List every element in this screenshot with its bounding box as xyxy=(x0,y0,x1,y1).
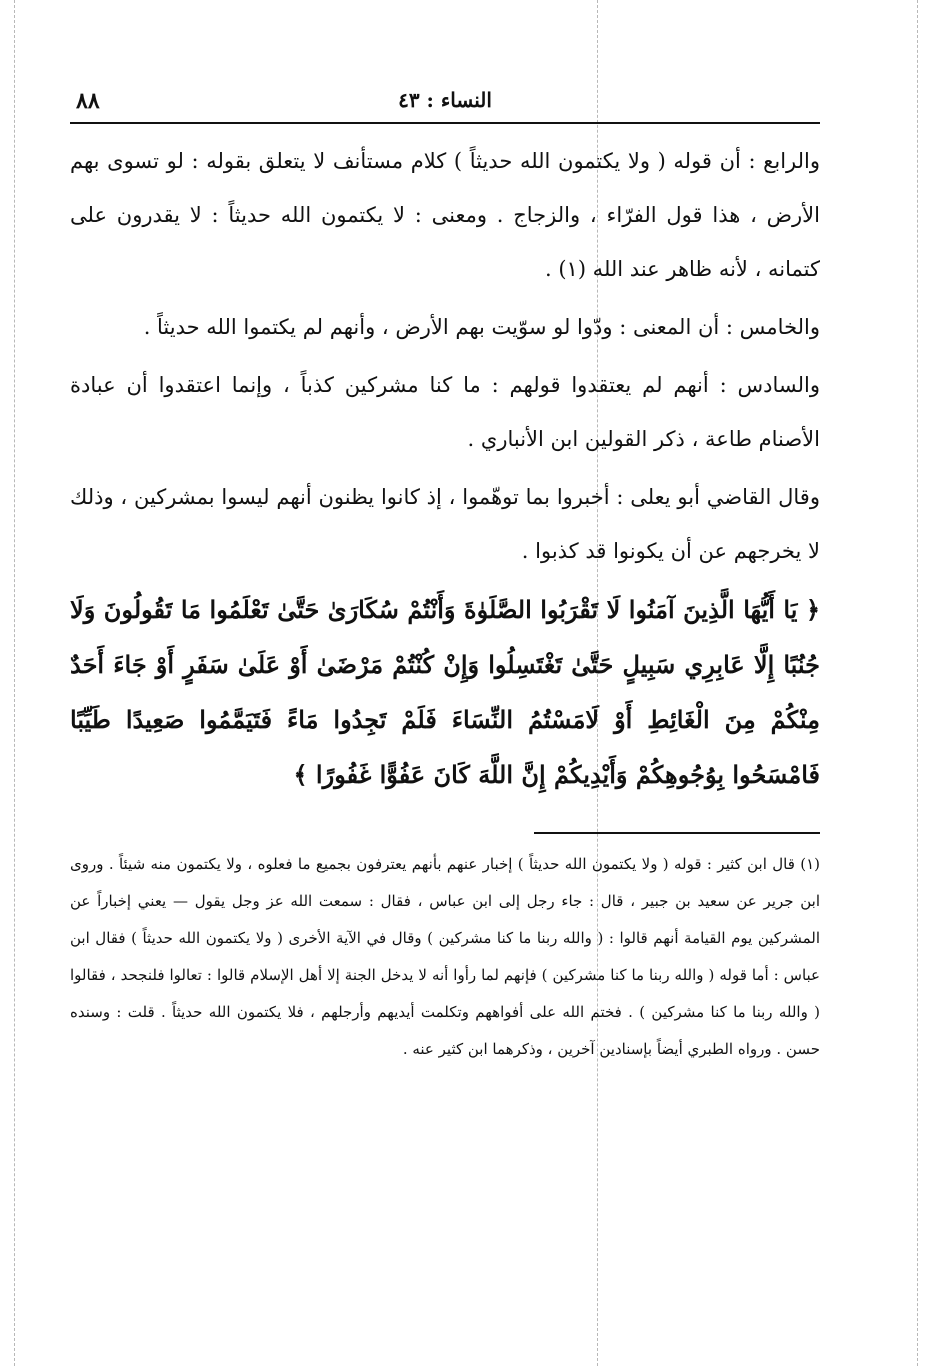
main-text xyxy=(70,134,820,802)
footnote-separator xyxy=(534,832,820,834)
scan-edge-line-right xyxy=(917,0,918,1366)
paragraph-fourth-opinion: والرابع : أن قوله ( ولا يكتمون الله حديثاً ) كلام مستأنف لا يتعلق بقوله : لو تسوى بهم الأرض ، هذا قول الفرّاء ، والزجاج . ومعنى : لا يكتمون الله حديثاً : لا يقدرون على كتمانه ، لأنه ظاهر عند الله (١) . xyxy=(70,149,820,281)
paragraph-fifth-opinion: والخامس : أن المعنى : ودّوا لو سوّيت بهم الأرض ، وأنهم لم يكتموا الله حديثاً . xyxy=(143,315,820,339)
running-head xyxy=(70,80,820,124)
footnote: (١) قال ابن كثير : قوله ( ولا يكتمون الله حديثاً ) إخبار عنهم بأنهم يعترفون بجميع ما فعلوه ، ولا يكتمون منه شيئاً . وروى ابن جرير عن سعيد بن جبير ، قال : جاء رجل إلى ابن عباس ، فقال : سمعت الله عز وجل يقول — يعني إخباراً عن المشركين يوم القيامة أنهم قالوا : ( والله ربنا ما كنا مشركين ) وقال في الآية الأخرى ( ولا يكتمون الله حديثاً ) فقال ابن عباس : أما قوله ( والله ربنا ما كنا مشركين ) فإنهم لما رأوا أنه لا يدخل الجنة إلا أهل الإسلام قالوا : تعالوا فلنجحد ، فقالوا ( والله ربنا ما كنا مشركين ) . فختم الله على أفواههم وتكلمت أيديهم وأرجلهم ، فلا يكتمون الله حديثاً . قلت : وسنده حسن . ورواه الطبري أيضاً بإسنادين آخرين ، وذكرهما ابن كثير عنه . xyxy=(70,855,820,1058)
paragraph-sixth-opinion: والسادس : أنهم لم يعتقدوا قولهم : ما كنا مشركين كذباً ، وإنما اعتقدوا أن عبادة الأصنام طاعة ، ذكر القولين ابن الأنباري . xyxy=(70,373,820,451)
scan-edge-line-left xyxy=(14,0,15,1366)
paragraph-qadi-abu-yala: وقال القاضي أبو يعلى : أخبروا بما توهّموا ، إذ كانوا يظنون أنهم ليسوا بمشركين ، وذلك لا يخرجهم عن أن يكونوا قد كذبوا . xyxy=(70,485,820,563)
quran-verse: ﴿ يَا أَيُّهَا الَّذِينَ آمَنُوا لَا تَقْرَبُوا الصَّلَوٰةَ وَأَنْتُمْ سُكَارَىٰ حَتَّىٰ تَعْلَمُوا مَا تَقُولُونَ وَلَا جُنُبًا إِلَّا عَابِرِي سَبِيلٍ حَتَّىٰ تَغْتَسِلُوا وَإِنْ كُنْتُمْ مَرْضَىٰ أَوْ عَلَىٰ سَفَرٍ أَوْ جَاءَ أَحَدٌ مِنْكُمْ مِنَ الْغَائِطِ أَوْ لَامَسْتُمُ النِّسَاءَ فَلَمْ تَجِدُوا مَاءً فَتَيَمَّمُوا صَعِيدًا طَيِّبًا فَامْسَحُوا بِوُجُوهِكُمْ وَأَيْدِيكُمْ إِنَّ اللَّهَ كَانَ عَفُوًّا غَفُورًا ﴾ xyxy=(70,595,820,789)
surah-ayah-header: النساء : ٤٣ xyxy=(398,88,492,112)
book-page xyxy=(70,80,820,1068)
page-number: ٨٨ xyxy=(76,88,100,114)
